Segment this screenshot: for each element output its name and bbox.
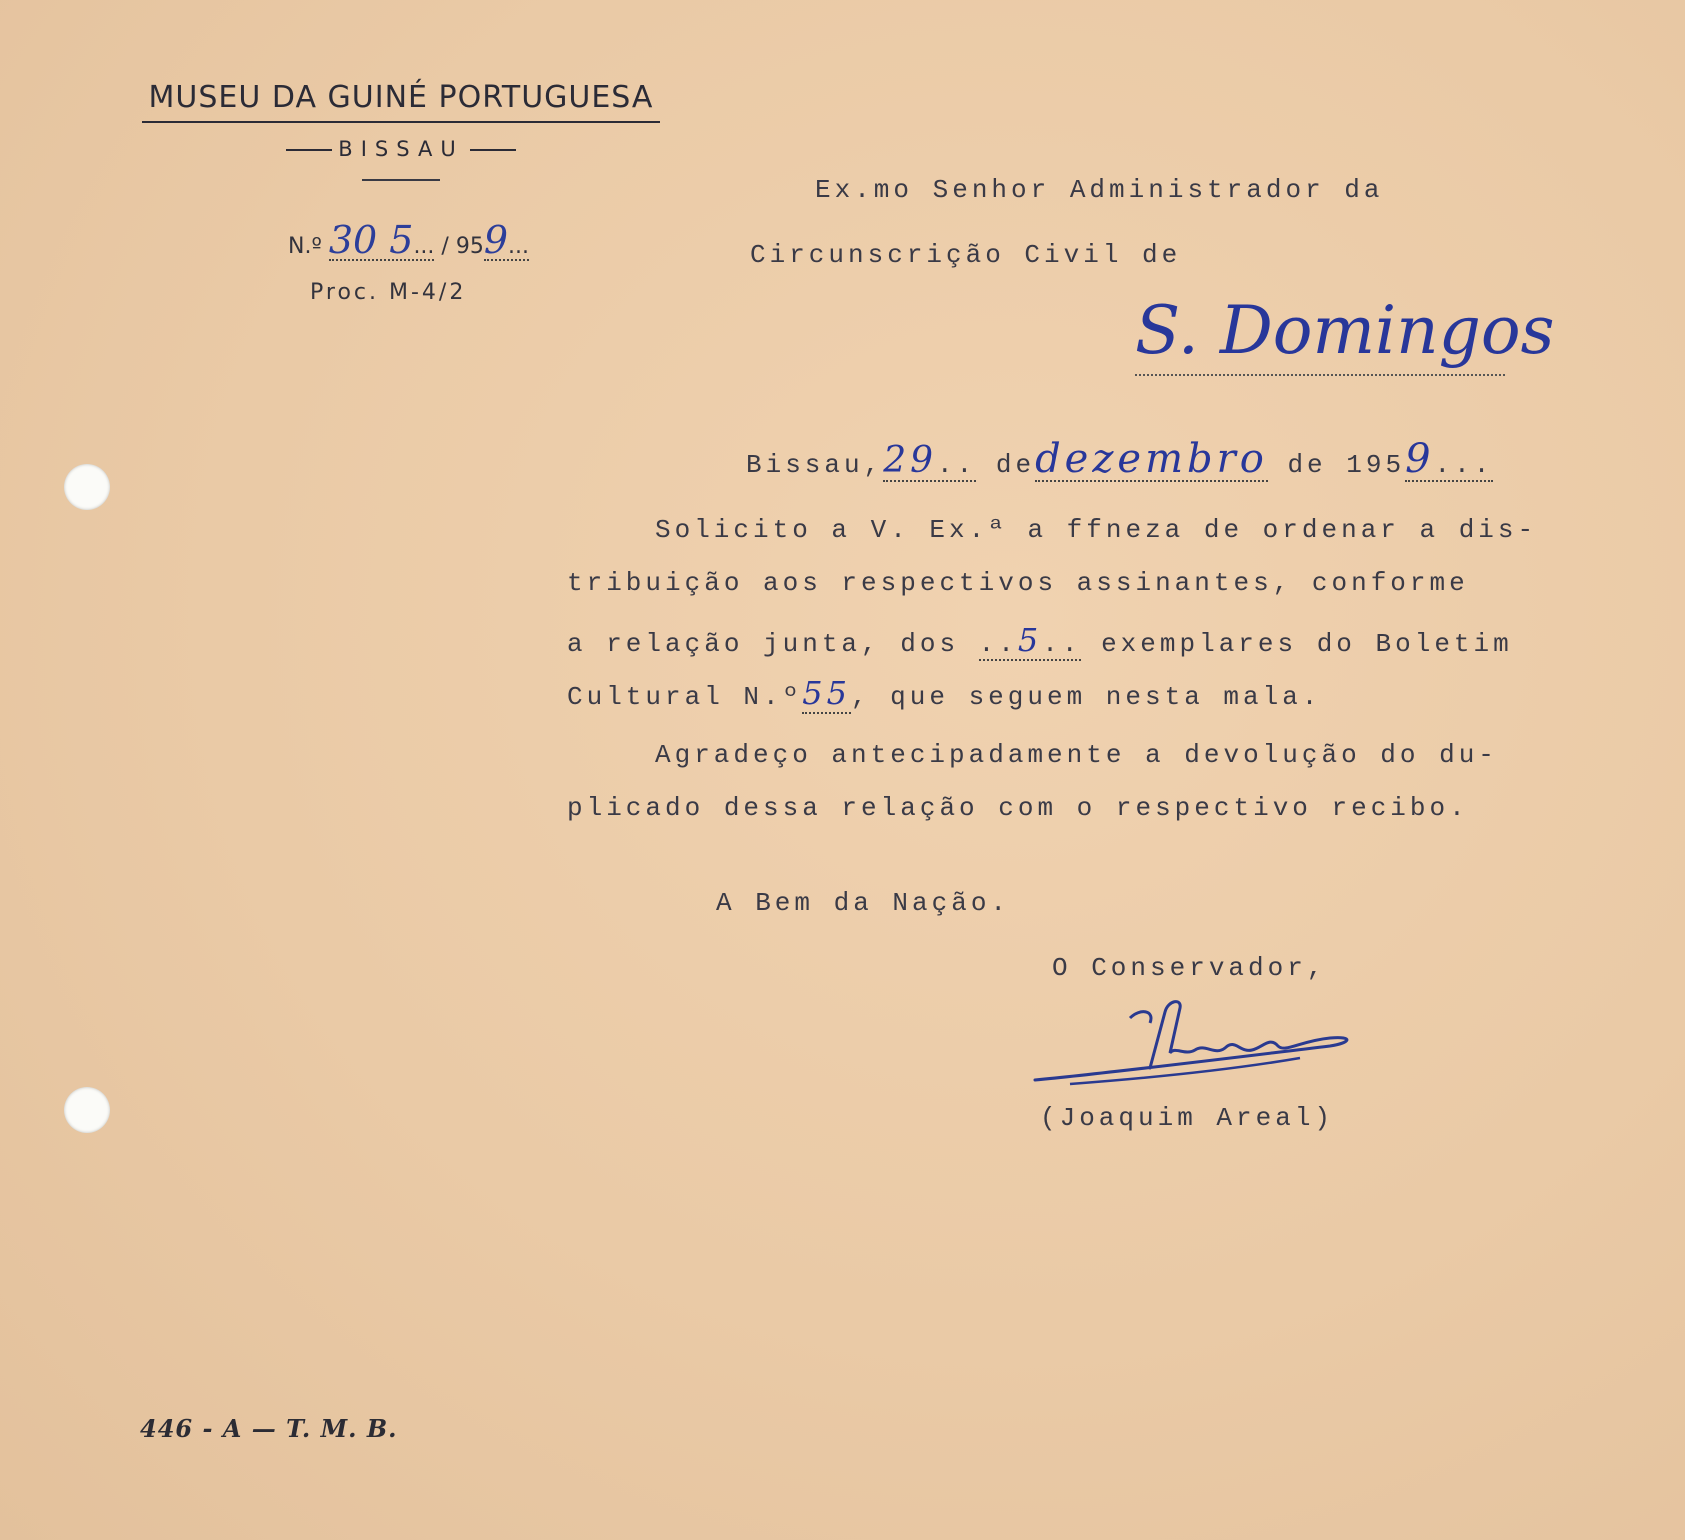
signature-icon — [1030, 998, 1360, 1108]
body-p2-line-2: plicado dessa relação com o respectivo recibo. — [567, 793, 1469, 823]
date-de-1: de — [995, 450, 1036, 480]
city-name: BISSAU — [338, 137, 464, 161]
copies-count: 5 — [1017, 621, 1043, 659]
year-prefix: / 95 — [441, 234, 484, 259]
date-year-field: 9... — [1405, 436, 1494, 482]
bulletin-number: 55 — [802, 674, 851, 712]
bulletin-number-field — [802, 674, 851, 714]
number-label: N.º — [288, 234, 322, 259]
number-value: 30 5 — [328, 218, 414, 262]
institution-name: MUSEU DA GUINÉ PORTUGUESA — [142, 80, 660, 123]
date-place: Bissau, — [746, 450, 884, 480]
body-p1-line-3a: a relação junta, dos — [567, 629, 960, 659]
letterhead-short-rule — [362, 179, 440, 181]
addressee-place-line — [1135, 374, 1505, 376]
letterhead-city — [142, 137, 660, 161]
body-p2-line-1: Agradeço antecipadamente a devolução do du- — [655, 740, 1498, 770]
date-de-2: de — [1287, 450, 1327, 480]
number-field: 30 5... — [328, 218, 435, 262]
addressee-place: S. Domingos — [1135, 292, 1555, 369]
signatory-name: (Joaquim Areal) — [1040, 1103, 1335, 1133]
year-suffix: 9 — [483, 218, 509, 262]
body-p1-line-4 — [567, 674, 1321, 712]
date-line — [746, 436, 1493, 482]
date-day: 29 — [883, 440, 938, 481]
year-field: 9... — [483, 218, 529, 262]
city-rule-right — [470, 149, 516, 151]
body-p1-line-1: Solicito a V. Ex.ª a ffneza de ordenar a dis- — [655, 515, 1538, 545]
date-month-field — [1035, 436, 1268, 482]
date-year-prefix: 195 — [1346, 450, 1406, 480]
punch-hole-top — [64, 464, 110, 510]
body-p1-line-2: tribuição aos respectivos assinantes, conforme — [567, 568, 1469, 598]
addressee-line-2: Circunscrição Civil de — [750, 240, 1182, 270]
body-p1-line-4a: Cultural N.º — [567, 682, 803, 712]
process-code: Proc. M-4/2 — [310, 280, 467, 305]
closing-title: O Conservador, — [1052, 953, 1327, 983]
body-p1-line-3b: exemplares do Boletim — [1101, 629, 1513, 659]
body-p1-line-3 — [567, 621, 1513, 659]
copies-field: ..5.. — [978, 621, 1082, 659]
closing-salutation: A Bem da Nação. — [716, 888, 1011, 918]
date-year-suffix: 9 — [1405, 436, 1435, 482]
footer-code: 446 - A — T. M. B. — [140, 1414, 398, 1443]
body-p1-line-4b: , que seguem nesta mala. — [850, 682, 1322, 712]
date-day-field: 29.. — [883, 440, 977, 481]
punch-hole-bottom — [64, 1087, 110, 1133]
city-rule-left — [286, 149, 332, 151]
date-month: dezembro — [1035, 436, 1268, 482]
addressee-line-1: Ex.mo Senhor Administrador da — [815, 175, 1384, 205]
letterhead — [142, 80, 660, 181]
reference-number — [288, 218, 529, 262]
